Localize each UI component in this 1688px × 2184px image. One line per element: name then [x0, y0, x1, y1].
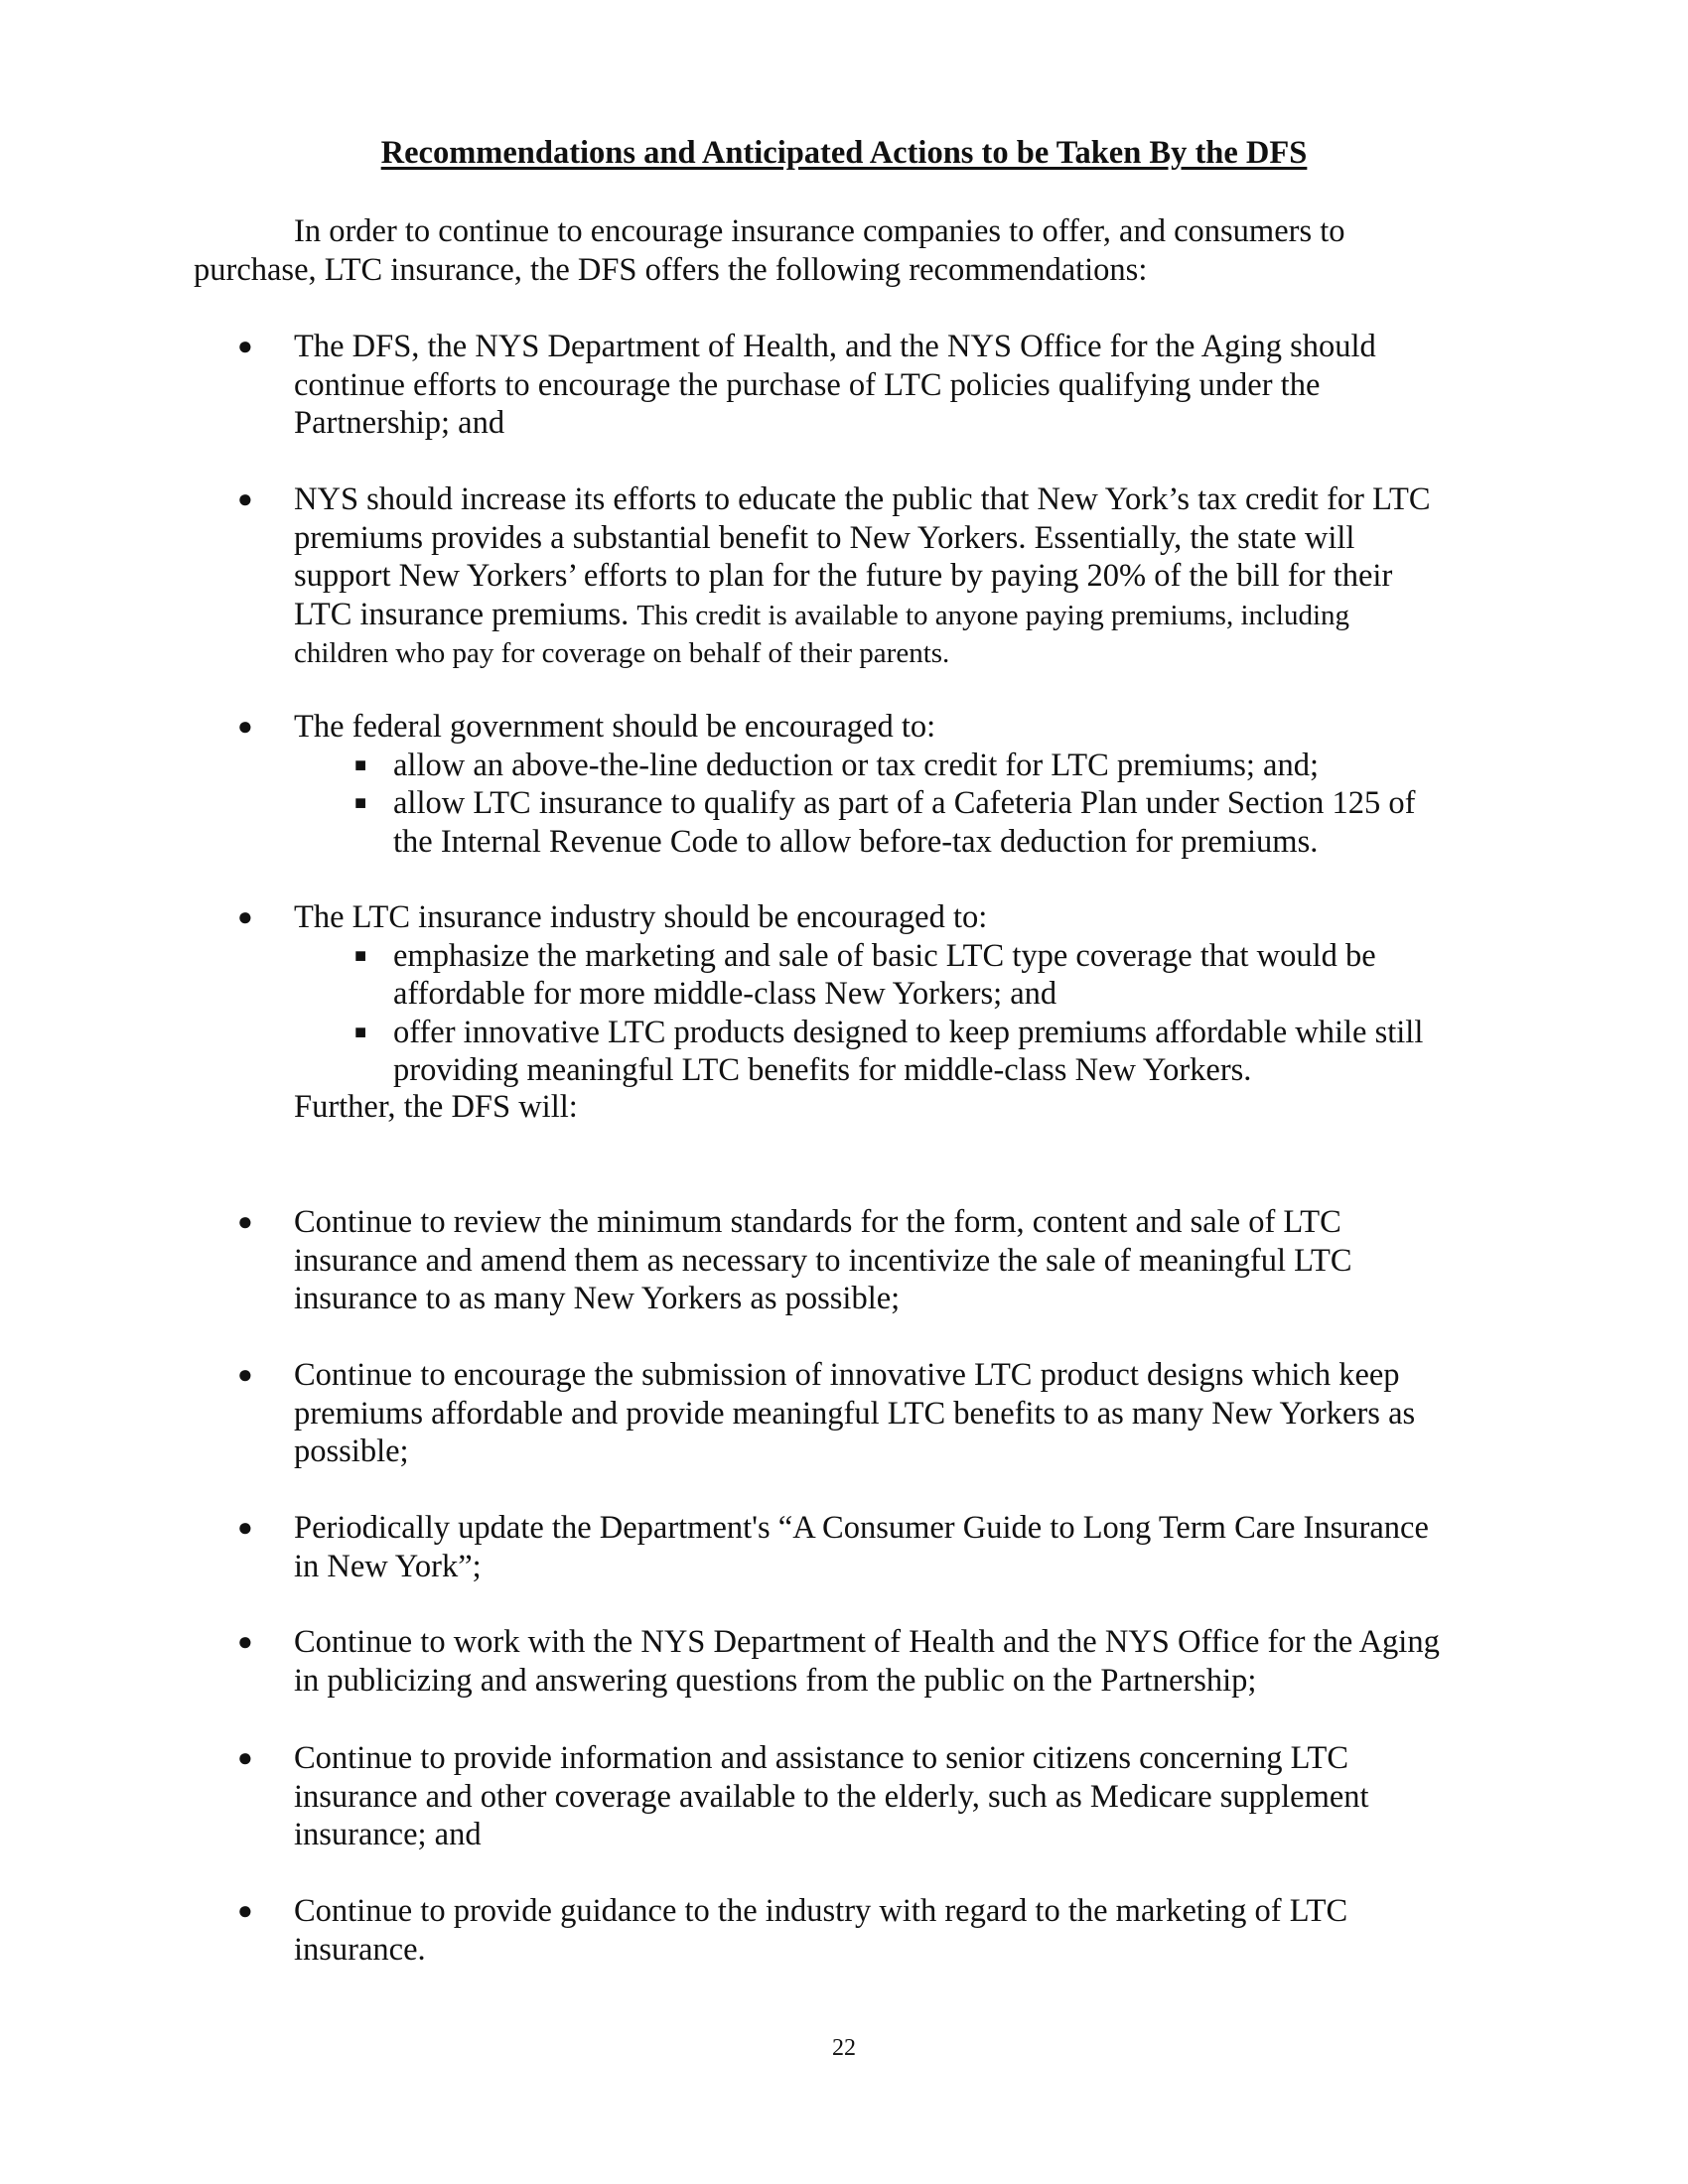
recommendation-bullet [237, 480, 1431, 673]
text-segment: This credit is available to anyone paying premiums, including [636, 599, 1350, 631]
text-line: Continue to review the minimum standards for the form, content and sale of LTC [294, 1204, 1341, 1240]
text-line: premiums provides a substantial benefit to New Yorkers. Essentially, the state will [294, 519, 1355, 556]
text-line: in New York”; [294, 1548, 482, 1584]
sub-bullet [354, 747, 1415, 785]
text-line: insurance. [294, 1931, 426, 1968]
text-line: allow an above-the-line deduction or tax credit for LTC premiums; and; [393, 747, 1319, 783]
recommendation-bullet [237, 708, 1416, 861]
square-bullet-icon: ■ [354, 792, 367, 814]
bullet-icon: ● [237, 712, 253, 741]
recommendation-bullet [237, 328, 1376, 443]
text-line: providing meaningful LTC benefits for middle-class New Yorkers. [393, 1052, 1252, 1088]
bullet-icon: ● [237, 1627, 253, 1656]
sub-bullet [354, 1014, 1424, 1090]
dfs-action-bullet [237, 1509, 1429, 1585]
text-line: emphasize the marketing and sale of basic LTC type coverage that would be [393, 937, 1376, 974]
text-line: the Internal Revenue Code to allow before-tax deduction for premiums. [393, 823, 1319, 860]
section-title: Recommendations and Anticipated Actions to be Taken By the DFS [380, 135, 1308, 171]
dfs-action-bullet [237, 1892, 1348, 1969]
text-line: continue efforts to encourage the purchase of LTC policies qualifying under the [294, 366, 1321, 403]
sub-bullet [354, 784, 1416, 861]
text-line: The DFS, the NYS Department of Health, and the NYS Office for the Aging should [294, 329, 1376, 364]
text-line: Continue to work with the NYS Department of Health and the NYS Office for the Aging [294, 1624, 1440, 1660]
bullet-icon: ● [237, 332, 253, 360]
sub-bullet [354, 937, 1423, 1014]
bullet-icon: ● [237, 902, 253, 931]
page-number: 22 [832, 2035, 856, 2061]
text-line: insurance and other coverage available to the elderly, such as Medicare supplement [294, 1778, 1369, 1815]
square-bullet-icon: ■ [354, 944, 367, 967]
text-line: children who pay for coverage on behalf of their parents. [294, 637, 950, 669]
text-line: insurance; and [294, 1817, 482, 1852]
text-line: The LTC insurance industry should be encouraged to: [294, 899, 988, 935]
text-line: in publicizing and answering questions from the public on the Partnership; [294, 1662, 1257, 1699]
text-line [294, 596, 1431, 635]
text-line: insurance and amend them as necessary to incentivize the sale of meaningful LTC [294, 1242, 1352, 1279]
bullet-icon: ● [237, 484, 253, 513]
text-line: offer innovative LTC products designed to keep premiums affordable while still [393, 1014, 1424, 1050]
bullet-icon: ● [237, 1513, 253, 1542]
bullet-icon: ● [237, 1743, 253, 1772]
dfs-action-bullet [237, 1739, 1369, 1854]
text-line: The federal government should be encouraged to: [294, 709, 936, 745]
text-segment: LTC insurance premiums. [294, 596, 637, 632]
text-line: allow LTC insurance to qualify as part of a Cafeteria Plan under Section 125 of [393, 785, 1416, 821]
bullet-icon: ● [237, 1896, 253, 1925]
text-line: NYS should increase its efforts to educate the public that New York’s tax credit for LTC [294, 481, 1431, 517]
further-heading: Further, the DFS will: [294, 1089, 578, 1125]
dfs-action-bullet [237, 1623, 1440, 1700]
text-line: insurance to as many New Yorkers as possible; [294, 1281, 901, 1316]
dfs-action-bullet [237, 1203, 1352, 1318]
text-line: possible; [294, 1433, 409, 1469]
text-line: affordable for more middle-class New Yorkers; and [393, 976, 1057, 1012]
dfs-action-bullet [237, 1356, 1416, 1471]
bullet-icon: ● [237, 1207, 253, 1236]
text-line: Continue to provide guidance to the industry with regard to the marketing of LTC [294, 1893, 1348, 1929]
square-bullet-icon: ■ [354, 753, 367, 776]
text-line: Continue to encourage the submission of innovative LTC product designs which keep [294, 1357, 1400, 1393]
recommendation-bullet [237, 898, 1424, 1090]
text-line: Periodically update the Department's “A Consumer Guide to Long Term Care Insurance [294, 1510, 1429, 1546]
text-line: Partnership; and [294, 405, 505, 441]
text-line: In order to continue to encourage insurance companies to offer, and consumers to [294, 213, 1345, 249]
text-line: Continue to provide information and assistance to senior citizens concerning LTC [294, 1740, 1349, 1776]
text-line: purchase, LTC insurance, the DFS offers the following recommendations: [194, 251, 1148, 288]
intro-paragraph [194, 212, 1345, 289]
bullet-icon: ● [237, 1360, 253, 1389]
text-line: support New Yorkers’ efforts to plan for the future by paying 20% of the bill for their [294, 558, 1393, 594]
text-line: premiums affordable and provide meaningful LTC benefits to as many New Yorkers as [294, 1395, 1416, 1432]
square-bullet-icon: ■ [354, 1021, 367, 1043]
